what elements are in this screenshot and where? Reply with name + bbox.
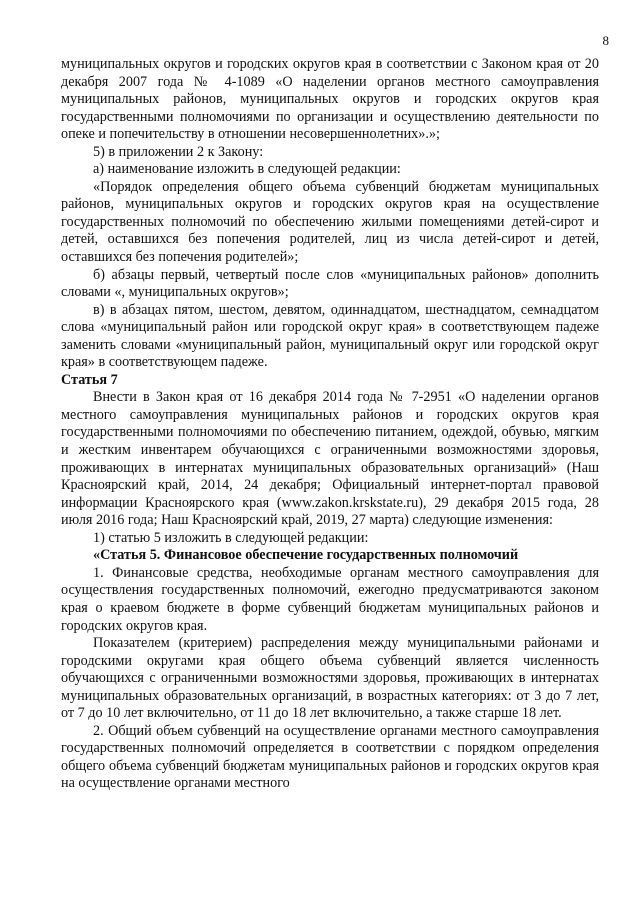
paragraph: 1) статью 5 изложить в следующей редакции: xyxy=(93,529,369,546)
paragraph: Внести в Закон края от 16 декабря 2014 года № 7-2951 «О наделении органов местного самоуправления муниципальных районов и городских округов края государственными полномочиями по обеспечению питанием, одеждой, обувью, мягким и жестким инвентарем обучающихся с ограниченными возможностями здоровья, проживающих в интернатах муниципальных образовательных организаций» (Наш Красноярский край, 2014, 24 декабря; Официальный интернет-портал правовой информации Красноярского края (www.zakon.krskstate.ru), 29 декабря 2015 года, 28 июля 2016 года; Наш Красноярский край, 2019, 27 марта) следующие изменения: xyxy=(61,389,599,529)
section-article-7-intro xyxy=(61,389,599,547)
paragraph: 5) в приложении 2 к Закону: xyxy=(93,143,264,160)
paragraph: муниципальных округов и городских округов края в соответствии с Законом края от 20 декабря 2007 года № 4-1089 «О наделении органов местного самоуправления муниципальных районов, муниципальных округов и городских округов края государственными полномочиями по организации и осуществлению деятельности по опеке и попечительству в отношении несовершеннолетних».»; xyxy=(61,56,599,143)
sub-heading: «Статья 5. Финансовое обеспечение государственных полномочий xyxy=(93,547,519,564)
page-number: 8 xyxy=(602,33,609,48)
paragraph: 1. Финансовые средства, необходимые органам местного самоуправления для осуществления государственных полномочий, ежегодно предусматриваются законом края о краевом бюджете в форме субвенций бюджетам муниципальных районов и городских округов края. xyxy=(61,564,599,634)
paragraph: в) в абзацах пятом, шестом, девятом, одиннадцатом, шестнадцатом, семнадцатом слова «муниципальный район или городской округ края» в соответствующем падеже заменить словами «муниципальный район, муниципальный округ или городской округ края» в соответствующем падеже. xyxy=(61,301,599,371)
section-article-5-text xyxy=(61,565,599,793)
paragraph: б) абзацы первый, четвертый после слов «муниципальных районов» дополнить словами «, муниципальных округов»; xyxy=(61,266,599,301)
paragraph: «Порядок определения общего объема субвенций бюджетам муниципальных районов, муниципальных округов и городских округов края на осуществление государственных полномочий по обеспечению жилыми помещениями детей-сирот и детей, оставшихся без попечения родителей, лиц из числа детей-сирот и детей, оставшихся без попечения родителей»; xyxy=(61,178,599,266)
document-body xyxy=(61,56,599,793)
paragraph: а) наименование изложить в следующей редакции: xyxy=(93,161,401,178)
paragraph: Показателем (критерием) распределения между муниципальными районами и городскими округами края общего объема субвенций является численность обучающихся с ограниченными возможностями здоровья, проживающих в интернатах муниципальных образовательных организаций, в возрастных категориях: от 3 до 7 лет, от 7 до 10 лет включительно, от 11 до 18 лет включительно, а также старше 18 лет. xyxy=(61,635,599,722)
paragraph: 2. Общий объем субвенций на осуществление органами местного самоуправления государственных полномочий определяется в соответствии с порядком определения общего объема субвенций бюджетам муниципальных районов и городских округов края на осуществление органами местного xyxy=(61,722,599,792)
article-heading: Статья 7 xyxy=(61,371,118,388)
section-amendments-article-6 xyxy=(61,56,599,372)
